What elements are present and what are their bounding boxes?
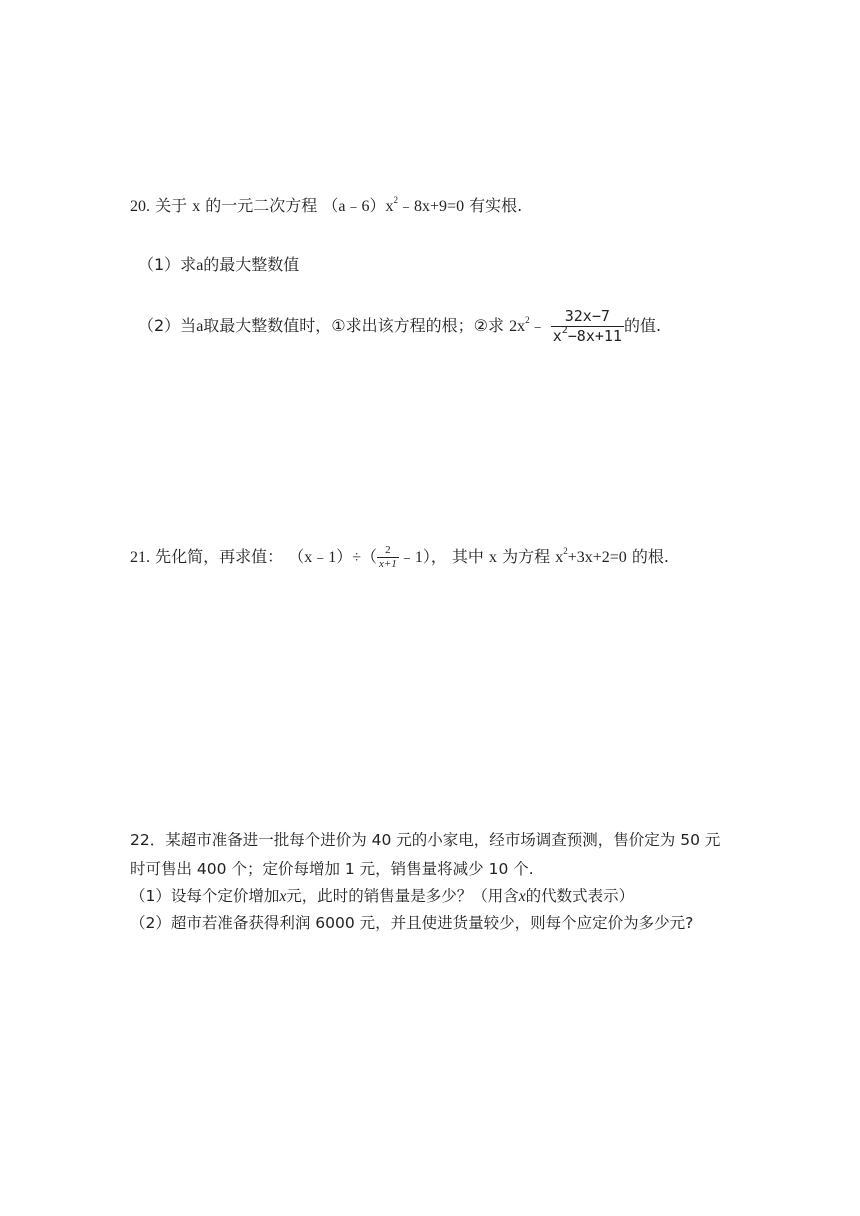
q20-frac-den-x: x: [552, 327, 562, 345]
q21-expr-b: ﹣1），: [398, 549, 447, 566]
q22-line3-b: 元，此时的销售量是多少？（用含: [286, 887, 519, 905]
q20-eq-x: x: [385, 198, 394, 215]
q22-line4: （2）超市若准备获得利润 6000 元，并且使进货量较少，则每个应定价为多少元?: [130, 914, 694, 932]
q20-frac-denominator: [551, 327, 624, 346]
q20-prefix: 关于: [155, 196, 188, 215]
q20-stem: [130, 196, 522, 217]
q20-eq-exp: 2: [393, 194, 399, 205]
q20-part1-text: 的最大整数值: [203, 255, 300, 274]
q20-part2-expr-exp: 2: [525, 314, 530, 325]
q20-part1-var: a: [196, 257, 204, 274]
q22-line3-c: 的代数式表示）: [525, 887, 635, 905]
q22-line3-var: x: [279, 888, 287, 905]
q22-line2: 时可售出 400 个；定价每增加 1 元，销售量将减少 10 个.: [130, 860, 534, 878]
q20-part2-text: 取最大整数值时，①求出该方程的根；②求: [203, 316, 504, 335]
q22-line3-var2: x: [518, 888, 526, 905]
q21-frac-numerator: 2: [377, 544, 399, 558]
q21-text-a: 先化简，再求值：: [155, 547, 284, 566]
q20-part2-expr: [509, 314, 546, 335]
q21-fraction: [377, 544, 399, 571]
q20-equation: [322, 194, 465, 215]
q20-part2-var: a: [196, 318, 204, 335]
q21-text-d: 的根.: [631, 547, 669, 566]
q21-frac-denominator: x+1: [379, 558, 397, 570]
q20-frac-den-rest: −8x+11: [567, 327, 622, 345]
q20-frac-numerator: 32x−7: [551, 307, 624, 327]
q20-eq-rest: ﹣8x+9=0: [398, 198, 465, 215]
q20-part2-label: （2）当: [138, 316, 197, 335]
q22-line3-a: （1）设每个定价增加: [130, 887, 280, 905]
q20-part2: [138, 306, 661, 347]
q21-text-c: 为方程: [502, 547, 551, 566]
q20-part1: [138, 255, 299, 276]
q21-equation: [555, 545, 627, 566]
q20-part1-label: （1）求: [138, 255, 197, 274]
q20-part2-expr-minus: ﹣: [529, 318, 546, 335]
q20-var-x: x: [192, 198, 201, 215]
q20-fraction: [551, 307, 624, 346]
q21-text-b: 其中: [451, 547, 484, 566]
q20-mid: 的一元二次方程: [205, 196, 318, 215]
q20-suffix: 有实根.: [469, 196, 523, 215]
q21-eq-exp: 2: [563, 545, 568, 556]
q22-line1: 22．某超市准备进一批每个进价为 40 元的小家电，经市场调查预测，售价定为 50 元: [130, 831, 721, 849]
q20-eq-a: （a﹣6）: [322, 198, 386, 215]
q21-number: 21.: [130, 549, 150, 566]
q20-frac-den-exp: 2: [561, 325, 568, 336]
q21-eq-x: x: [555, 549, 564, 566]
q21-eq-rest: +3x+2=0: [567, 549, 627, 566]
q21-var-x: x: [489, 549, 498, 566]
q21-expr-a: （x﹣1）÷（: [288, 549, 377, 566]
q20-part2-expr-lead: 2x: [509, 318, 526, 335]
q20-number: 20.: [130, 198, 150, 215]
q20-part2-end: 的值.: [623, 316, 662, 335]
q22-line3: [130, 886, 634, 907]
q21-stem: [130, 540, 669, 575]
